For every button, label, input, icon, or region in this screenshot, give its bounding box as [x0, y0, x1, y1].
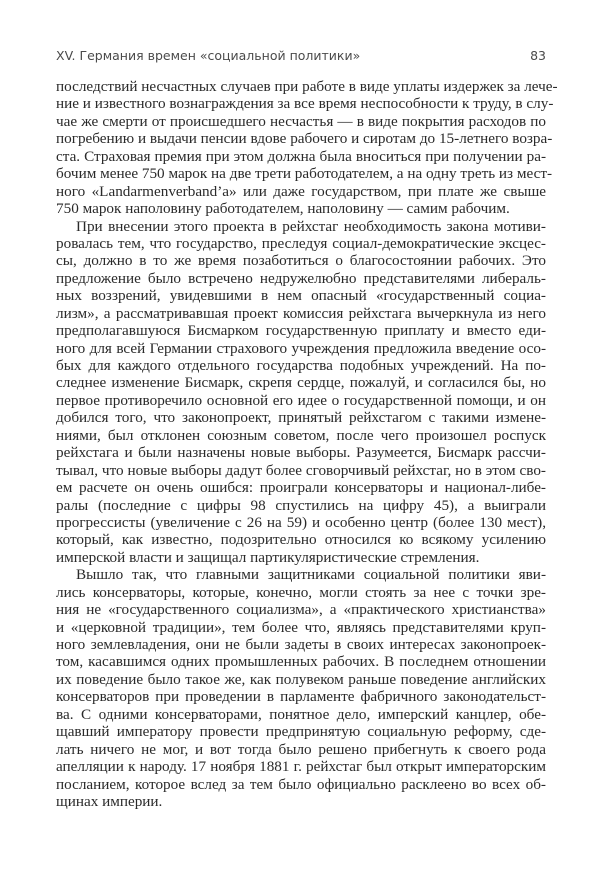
text-line: тывал, что новые выборы дадут более сговорчивый рейхстаг, но в этом сво-	[56, 461, 546, 479]
text-line: 750 марок наполовину работодателем, наполовину — самим рабочим.	[56, 200, 510, 218]
text-line: рейхстага и были назначены новые выборы. Разумеется, Бисмарк рассчи-	[56, 444, 546, 462]
text-line: лать ничего не мог, и вот тогда было решено прибегнуть к своего рода	[56, 740, 546, 758]
text-line: ного землевладения, они не были задеты в своих интересах законопроек-	[56, 636, 546, 653]
chapter-title: XV. Германия времен «социальной политики»	[56, 48, 361, 63]
text-line: имперской власти и защищал партикуляристические стремления.	[56, 548, 480, 566]
text-line: предполагавшуюся Бисмарком государственную приплату и вместо еди-	[56, 322, 546, 340]
text-line: ного «Landarmenverband’a» или даже государством, при плате же свыше	[56, 182, 546, 200]
text-line: ем расчете он очень ошибся: проиграли консерваторы и национал-либе-	[56, 479, 546, 497]
text-line: последствий несчастных случаев при работе в виде уплаты издержек за лече-	[56, 78, 558, 95]
paragraph	[56, 218, 546, 567]
text-line: Вышло так, что главными защитниками социальной политики яви-	[76, 566, 546, 584]
text-line: ние и известного вознаграждения за все время неспособности к труду, в слу-	[56, 95, 554, 113]
paragraph	[56, 78, 558, 218]
text-line: прогрессисты (увеличение с 26 на 59) и особенно центр (более 130 мест),	[56, 513, 546, 531]
text-line: первое противоречило основной его идее о государственной помощи, и он	[56, 391, 546, 409]
running-header	[56, 48, 546, 63]
text-line: добился того, что законопроект, принятый рейхстагом с такими измене-	[56, 409, 546, 427]
page-number: 83	[530, 48, 546, 63]
text-line: консерваторов при проведении в парламенте фабричного законодательст-	[56, 688, 546, 706]
text-line: ных воззрений, увидевшими в нем опасный «государственный социа-	[56, 287, 546, 305]
paragraph	[56, 566, 546, 810]
text-line: щавший императору провести предпринятую социальную реформу, сде-	[56, 723, 546, 741]
text-line: ва. С одними консерваторами, понятное дело, имперский канцлер, обе-	[56, 705, 546, 723]
text-line: их поведение было такое же, как полувеком раньше поведение английских	[56, 670, 546, 688]
text-line: ного для всей Германии страхового учреждения предложила введение осо-	[56, 339, 546, 357]
text-line: ния не «государственного социализма», а «практического христианства»	[56, 601, 546, 619]
text-line: сы, должно в то же время позаботиться о благосостоянии рабочих. Это	[56, 252, 546, 270]
body-text	[56, 78, 558, 810]
text-line: апелляции к народу. 17 ноября 1881 г. рейхстаг был открыт императорским	[56, 758, 546, 776]
text-line: бых для каждого отдельного государства подобных учреждений. На по-	[56, 357, 546, 374]
text-line: следнее изменение Бисмарк, скрепя сердце, пожалуй, и согласился бы, но	[56, 374, 546, 392]
text-line: При внесении этого проекта в рейхстаг необходимость закона мотиви-	[76, 217, 546, 235]
text-line: том, касавшимся одних промышленных рабочих. В последнем отношении	[56, 653, 546, 671]
text-line: посланием, которое вслед за тем было официально расклеено во всех об-	[56, 775, 546, 793]
text-line: лизм», а рассматривавшая проект комиссия рейхстага вычеркнула из него	[56, 304, 546, 322]
text-line: бочим менее 750 марок на две трети работодателем, а на одну треть из мест-	[56, 165, 553, 183]
text-line: ровалась тем, что государство, преследуя социал-демократические эксцес-	[56, 234, 546, 252]
text-line: погребению и выдачи пенсии вдове рабочего и сиротам до 15-летнего возра-	[56, 130, 553, 148]
text-line: и «церковной традиции», тем более что, являясь представителями круп-	[56, 618, 546, 636]
text-line: чае же смерти от происшедшего несчастья — в виде покрытия расходов по	[56, 112, 546, 130]
text-line: ниями, был отклонен союзным советом, после чего произошел роспуск	[56, 426, 546, 444]
text-line: щинах империи.	[56, 792, 163, 810]
text-line: предложение было встречено недружелюбно представителями либераль-	[56, 269, 546, 287]
text-line: ралы (последние с цифры 98 спустились на цифру 45), а выиграли	[56, 496, 546, 514]
text-line: ста. Страховая премия при этом должна была вноситься при получении ра-	[56, 147, 546, 165]
text-line: который, как известно, подозрительно относился ко всякому усилению	[56, 531, 546, 549]
text-line: лись консерваторы, которые, конечно, могли стоять за нее с точки зре-	[56, 583, 546, 601]
